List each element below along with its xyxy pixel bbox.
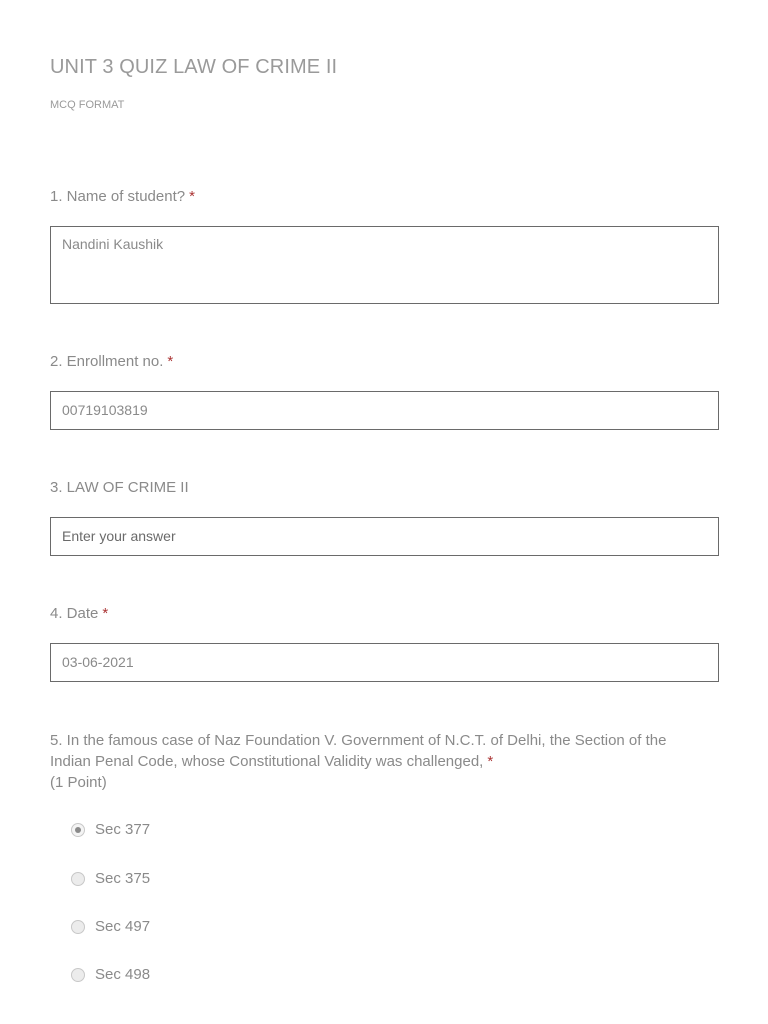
option-sec-498[interactable] [71,966,150,983]
form-subtitle: MCQ FORMAT [50,99,125,111]
required-marker: * [167,353,174,370]
question-4-label [50,603,108,624]
option-sec-375[interactable] [71,870,150,887]
date-field[interactable]: 03-06-2021 [50,643,719,682]
points-label: (1 Point) [50,774,107,791]
student-name-field[interactable]: Nandini Kaushik [50,226,719,304]
question-2-text: 2. Enrollment no. [50,353,164,370]
law-of-crime-answer-field[interactable]: Enter your answer [50,517,719,556]
required-marker: * [189,188,195,205]
radio-selected-icon[interactable] [71,823,85,837]
required-marker: * [487,753,494,770]
option-label: Sec 375 [95,870,151,887]
radio-icon[interactable] [71,872,85,886]
form-title: UNIT 3 QUIZ LAW OF CRIME II [50,56,338,78]
question-4-text: 4. Date [50,605,99,622]
enrollment-field[interactable]: 00719103819 [50,391,719,430]
option-sec-377[interactable] [71,821,150,838]
option-label: Sec 498 [95,966,151,983]
radio-icon[interactable] [71,920,85,934]
question-2-label [50,351,173,372]
question-5-text: 5. In the famous case of Naz Foundation V. Government of N.C.T. of Delhi, the Section of the Indian Penal Code, whose Constitutional Validity was challenged, [50,732,667,770]
required-marker: * [102,605,109,622]
question-5-label [50,730,710,793]
option-label: Sec 377 [95,821,151,838]
radio-icon[interactable] [71,968,85,982]
question-1-text: 1. Name of student? [50,188,186,205]
option-label: Sec 497 [95,918,151,935]
question-1-label [50,186,195,207]
question-3-text: 3. LAW OF CRIME II [50,479,189,496]
question-3-label [50,477,189,498]
option-sec-497[interactable] [71,918,150,935]
